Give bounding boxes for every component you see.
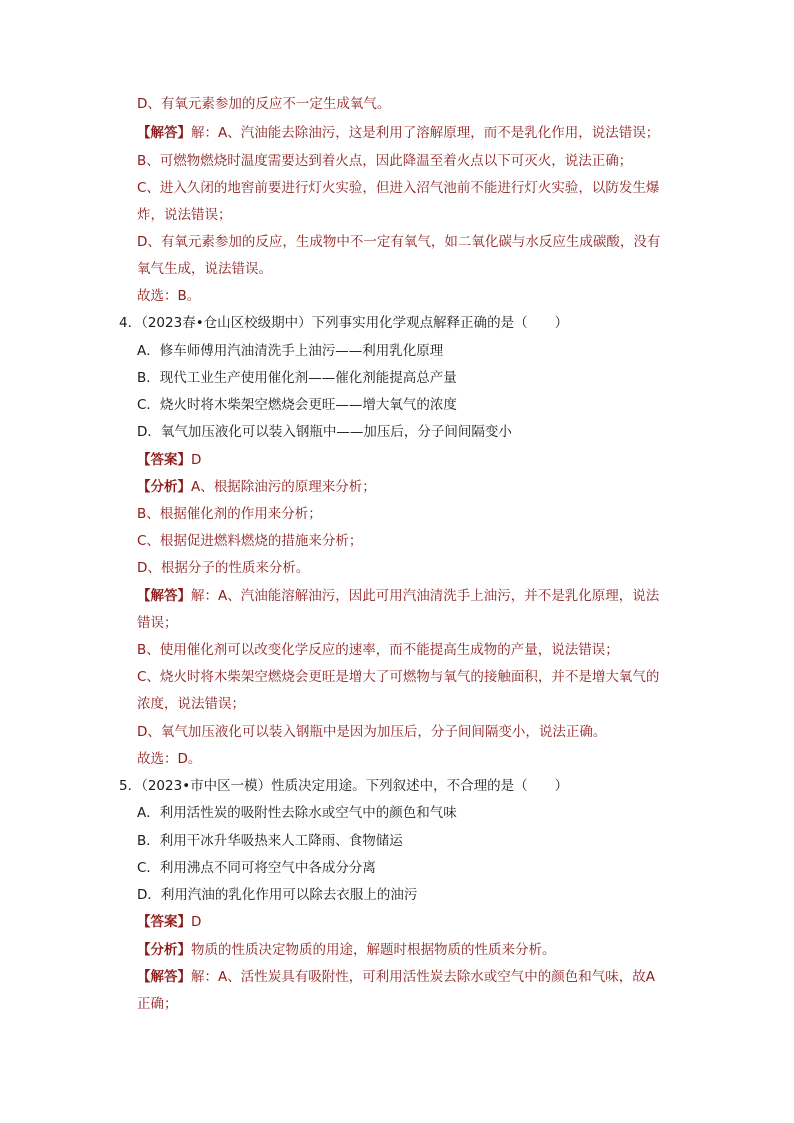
q4-solution-line: 【解答】解：A、汽油能溶解油污，因此可用汽油清洗手上油污，并不是乳化原理，说法 xyxy=(137,588,660,604)
prev-option-d: D、有氧元素参加的反应不一定生成氧气。 xyxy=(137,96,391,112)
q4-stem: 4．（2023春•仓山区校级期中）下列事实用化学观点解释正确的是（ ） xyxy=(119,315,569,331)
solution-tag: 【解答】 xyxy=(137,125,191,141)
q5-option-a: A．利用活性炭的吸附性去除水或空气中的颜色和气味 xyxy=(137,805,457,821)
q4-option-b: B．现代工业生产使用催化剂——催化剂能提高总产量 xyxy=(137,370,457,386)
q5-solution-line: 正确； xyxy=(137,996,178,1012)
solution-tag: 【解答】 xyxy=(137,588,191,604)
q4-solution-line: 错误； xyxy=(137,615,178,631)
q5-option-c: C．利用沸点不同可将空气中各成分分离 xyxy=(137,860,376,876)
q4-solution-line: C、烧火时将木柴架空燃烧会更旺是增大了可燃物与氧气的接触面积，并不是增大氧气的 xyxy=(137,669,660,685)
prev-solution-line: D、有氧元素参加的反应，生成物中不一定有氧气，如二氧化碳与水反应生成碳酸，没有 xyxy=(137,234,661,250)
prev-solution-line: C、进入久闭的地窖前要进行灯火实验，但进入沼气池前不能进行灯火实验，以防发生爆 xyxy=(137,180,660,196)
q4-option-a: A．修车师傅用汽油清洗手上油污——利用乳化原理 xyxy=(137,343,444,359)
q5-stem: 5．（2023•市中区一模）性质决定用途。下列叙述中，不合理的是（ ） xyxy=(119,778,569,794)
prev-solution-line: 【解答】解：A、汽油能去除油污，这是利用了溶解原理，而不是乳化作用，说法错误； xyxy=(137,125,660,141)
q5-option-b: B．利用干冰升华吸热来人工降雨、食物储运 xyxy=(137,833,403,849)
q4-option-c: C．烧火时将木柴架空燃烧会更旺——增大氧气的浓度 xyxy=(137,397,457,413)
q4-analysis-line: D、根据分子的性质来分析。 xyxy=(137,560,310,576)
q4-conclusion: 故选：D。 xyxy=(137,751,202,767)
prev-conclusion: 故选：B。 xyxy=(137,288,201,304)
q4-analysis-line: C、根据促进燃料燃烧的措施来分析； xyxy=(137,533,363,549)
q5-analysis-line: 【分析】物质的性质决定物质的用途，解题时根据物质的性质来分析。 xyxy=(137,942,556,958)
answer-tag: 【答案】 xyxy=(137,914,191,930)
q5-option-d: D．利用汽油的乳化作用可以除去衣服上的油污 xyxy=(137,887,418,903)
prev-solution-line: B、可燃物燃烧时温度需要达到着火点，因此降温至着火点以下可灭火，说法正确； xyxy=(137,153,633,169)
analysis-tag: 【分析】 xyxy=(137,942,191,958)
q5-answer: 【答案】D xyxy=(137,914,202,930)
prev-solution-line: 炸，说法错误； xyxy=(137,207,232,223)
q4-solution-line: D、氧气加压液化可以装入钢瓶中是因为加压后，分子间间隔变小，说法正确。 xyxy=(137,724,607,740)
q4-analysis-line: B、根据催化剂的作用来分析； xyxy=(137,506,322,522)
q4-answer: 【答案】D xyxy=(137,452,202,468)
q5-solution-line: 【解答】解：A、活性炭具有吸附性，可利用活性炭去除水或空气中的颜色和气味，故A xyxy=(137,969,655,985)
analysis-tag: 【分析】 xyxy=(137,479,191,495)
answer-tag: 【答案】 xyxy=(137,452,191,468)
q4-solution-line: 浓度，说法错误； xyxy=(137,696,245,712)
q4-option-d: D．氧气加压液化可以装入钢瓶中——加压后，分子间间隔变小 xyxy=(137,424,512,440)
q4-solution-line: B、使用催化剂可以改变化学反应的速率，而不能提高生成物的产量，说法错误； xyxy=(137,642,619,658)
prev-solution-line: 氧气生成，说法错误。 xyxy=(137,261,272,277)
q4-analysis-line: 【分析】A、根据除油污的原理来分析； xyxy=(137,479,376,495)
solution-tag: 【解答】 xyxy=(137,969,191,985)
